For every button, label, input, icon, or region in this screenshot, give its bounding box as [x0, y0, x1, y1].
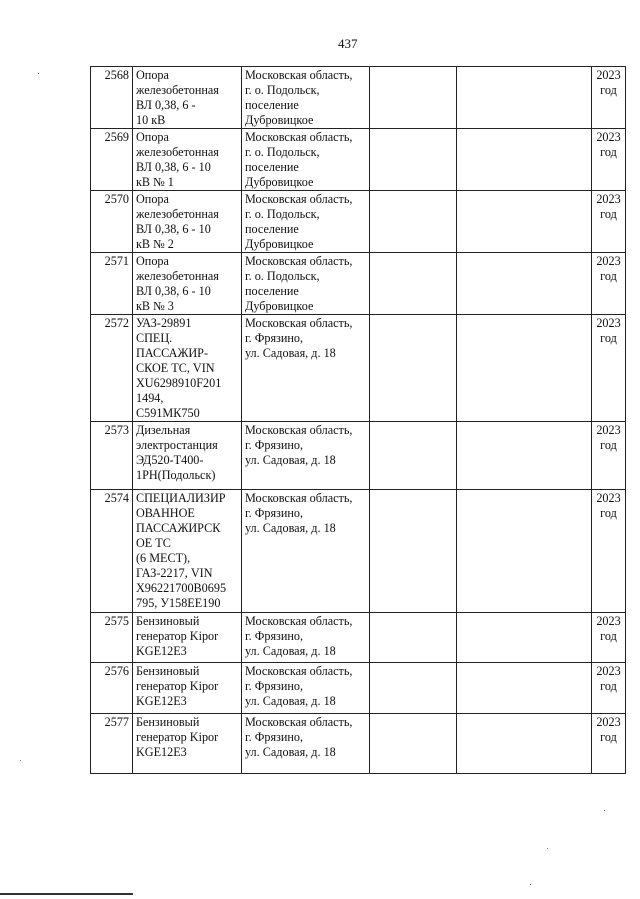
year-cell: 2023 год — [592, 191, 626, 253]
address-cell: Московская область, г. о. Подольск, поселение Дубровицкое — [242, 129, 370, 191]
table-row — [91, 129, 626, 191]
row-number-cell: 2573 — [91, 422, 133, 490]
row-number-cell: 2572 — [91, 315, 133, 422]
year-cell: 2023 год — [592, 663, 626, 714]
object-name-cell: Опора железобетонная ВЛ 0,38, 6 - 10 кВ № 2 — [133, 191, 242, 253]
object-name-cell: Дизельная электростанция ЭД520-Т400- 1РН(Подольск) — [133, 422, 242, 490]
scan-speck — [20, 760, 21, 761]
address-cell: Московская область, г. Фрязино, ул. Садовая, д. 18 — [242, 422, 370, 490]
object-name-cell: Опора железобетонная ВЛ 0,38, 6 - 10 кВ № 3 — [133, 253, 242, 315]
row-number-cell: 2569 — [91, 129, 133, 191]
scan-speck — [547, 848, 548, 849]
row-number-cell: 2571 — [91, 253, 133, 315]
row-number-cell: 2570 — [91, 191, 133, 253]
empty-cell — [370, 714, 457, 774]
table-row — [91, 253, 626, 315]
empty-cell — [457, 613, 592, 663]
object-name-cell: Опора железобетонная ВЛ 0,38, 6 - 10 кВ — [133, 67, 242, 129]
scan-speck — [604, 810, 605, 811]
address-cell: Московская область, г. о. Подольск, поселение Дубровицкое — [242, 191, 370, 253]
object-name-cell: Бензиновый генератор Kipor KGE12E3 — [133, 663, 242, 714]
scan-speck — [530, 884, 531, 885]
empty-cell — [370, 253, 457, 315]
address-cell: Московская область, г. о. Подольск, поселение Дубровицкое — [242, 67, 370, 129]
empty-cell — [457, 315, 592, 422]
address-cell: Московская область, г. Фрязино, ул. Садовая, д. 18 — [242, 613, 370, 663]
empty-cell — [370, 315, 457, 422]
row-number-cell: 2577 — [91, 714, 133, 774]
page-number: 437 — [338, 36, 358, 51]
table-row — [91, 315, 626, 422]
object-name-cell: УАЗ-29891 СПЕЦ. ПАССАЖИР- СКОЕ ТС, VIN XU6298910F201 1494, С591МК750 — [133, 315, 242, 422]
empty-cell — [457, 253, 592, 315]
year-cell: 2023 год — [592, 422, 626, 490]
empty-cell — [457, 67, 592, 129]
address-cell: Московская область, г. Фрязино, ул. Садовая, д. 18 — [242, 714, 370, 774]
object-name-cell: СПЕЦИАЛИЗИР ОВАННОЕ ПАССАЖИРСК ОЕ ТС (6 МЕСТ), ГАЗ-2217, VIN X96221700B0695 795, У158ЕЕ190 — [133, 490, 242, 613]
empty-cell — [457, 129, 592, 191]
address-cell: Московская область, г. Фрязино, ул. Садовая, д. 18 — [242, 490, 370, 613]
year-cell: 2023 год — [592, 490, 626, 613]
year-cell: 2023 год — [592, 253, 626, 315]
scan-speck — [38, 73, 39, 74]
table-row — [91, 613, 626, 663]
row-number-cell: 2576 — [91, 663, 133, 714]
empty-cell — [370, 129, 457, 191]
year-cell: 2023 год — [592, 129, 626, 191]
year-cell: 2023 год — [592, 315, 626, 422]
empty-cell — [370, 490, 457, 613]
row-number-cell: 2574 — [91, 490, 133, 613]
table-row — [91, 67, 626, 129]
row-number-cell: 2575 — [91, 613, 133, 663]
year-cell: 2023 год — [592, 613, 626, 663]
year-cell: 2023 год — [592, 714, 626, 774]
table-row — [91, 663, 626, 714]
table-row — [91, 714, 626, 774]
empty-cell — [370, 191, 457, 253]
scan-edge-line — [0, 893, 133, 895]
empty-cell — [370, 422, 457, 490]
empty-cell — [457, 490, 592, 613]
empty-cell — [457, 663, 592, 714]
row-number-cell: 2568 — [91, 67, 133, 129]
empty-cell — [370, 613, 457, 663]
table-row — [91, 422, 626, 490]
address-cell: Московская область, г. о. Подольск, поселение Дубровицкое — [242, 253, 370, 315]
table-row — [91, 191, 626, 253]
address-cell: Московская область, г. Фрязино, ул. Садовая, д. 18 — [242, 663, 370, 714]
object-name-cell: Бензиновый генератор Kipor KGE12E3 — [133, 714, 242, 774]
registry-table-body — [91, 67, 626, 774]
empty-cell — [370, 663, 457, 714]
empty-cell — [457, 714, 592, 774]
registry-table — [90, 66, 626, 774]
table-row — [91, 490, 626, 613]
empty-cell — [370, 67, 457, 129]
empty-cell — [457, 191, 592, 253]
object-name-cell: Опора железобетонная ВЛ 0,38, 6 - 10 кВ № 1 — [133, 129, 242, 191]
object-name-cell: Бензиновый генератор Kipor KGE12E3 — [133, 613, 242, 663]
year-cell: 2023 год — [592, 67, 626, 129]
address-cell: Московская область, г. Фрязино, ул. Садовая, д. 18 — [242, 315, 370, 422]
empty-cell — [457, 422, 592, 490]
